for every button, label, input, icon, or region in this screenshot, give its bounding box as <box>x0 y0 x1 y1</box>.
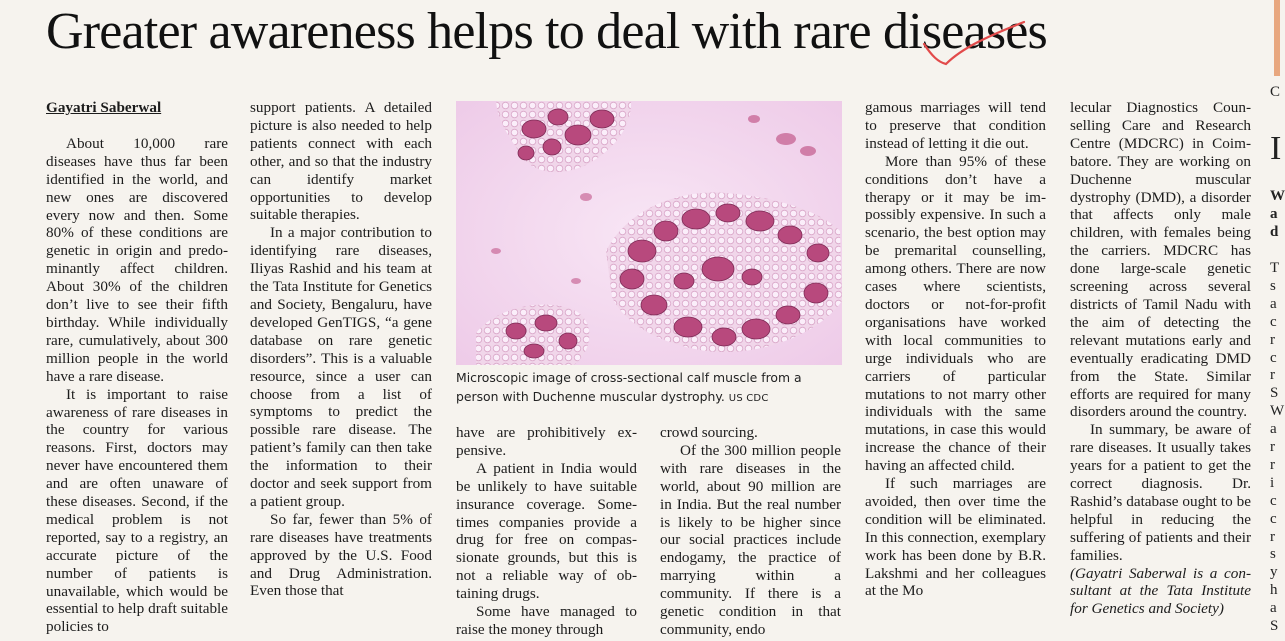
edge-letter: a <box>1270 206 1278 222</box>
article-column-5 <box>865 99 1046 600</box>
paragraph: crowd sourcing. <box>660 424 758 441</box>
edge-letter: r <box>1270 439 1275 455</box>
edge-letter: r <box>1270 528 1275 545</box>
edge-letter: s <box>1270 546 1276 563</box>
paragraph: More than 95% of these conditions don’t have a therapy or it may be impossibly expensive. In such a scenario, the best option may be premarital counselling, among others. There are now cases where scientists, doctors or not-for-profit organisations have worked with local communities to urge individuals who are carriers of particular mutations to not marry other individuals with the same mutations, in case this would increase the chance of their having an affected child. <box>865 152 1046 475</box>
paragraph: In a major contribution to identifying rare diseases, Iliyas Rashid and his team at the Tata Institute for Genetics and Society, Bengaluru, have developed GenTIGS, “a gene database on rare genetic disorders”. This is a valuable resource, since a user can choose from a list of symptoms to predict the possible rare disease. The patient’s family can then take the information to their doctor and seek support from a patient group. <box>250 224 432 510</box>
paragraph: About 10,000 rare diseases have thus far been identified in the world, and new ones are discovered every now and then. Some 80% of these conditions are genetic in origin and predominantly affect children. About 30% of the children don’t live to see their fifth birthday. While individually rare, cumulatively, about 300 million people in the world have a rare disease. <box>46 134 228 385</box>
paragraph: If such marriages are avoided, then over time the condition will be eliminated. In this connection, exemplary work has been done by B.R. Lakshmi and her colleagues at the Mo <box>865 475 1046 600</box>
adjacent-article-tab <box>1274 0 1280 76</box>
edge-letter: C <box>1270 84 1281 100</box>
photo-credit: US CDC <box>728 393 769 404</box>
byline: Gayatri Saberwal <box>46 99 162 116</box>
edge-letter: r <box>1270 367 1275 384</box>
edge-letter: c <box>1270 349 1277 366</box>
edge-letter: T <box>1270 260 1280 276</box>
edge-letter: W <box>1270 188 1285 204</box>
edge-letter: a <box>1270 295 1277 312</box>
paragraph: have are prohibitively expensive. <box>456 424 637 459</box>
edge-letter: r <box>1270 331 1275 348</box>
article-column-2 <box>250 99 432 600</box>
paragraph: lecular Diagnostics Counselling Care and Research Centre (MDCRC) in Coimbatore. They are working on Duchenne muscular dystrophy (DMD), a disorder that affects only male children, with females being the carriers. MDCRC has done large-scale genetic screening across several districts of Tamil Nadu with the aim of detecting the relevant mutations early and eventually eradicating DMD from the State. Similar efforts are required for many disorders around the country. <box>1070 99 1251 421</box>
edge-letter: y <box>1270 564 1278 581</box>
edge-letter: a <box>1270 421 1277 438</box>
muscle-tissue-photo <box>456 101 842 365</box>
paragraph: Of the 300 million people with rare diseases in the world, about 90 million are in India. But the real number is likely to be higher since our social practices include endogamy, the practice of marrying within a community. If there is a genetic condition in that community, endo <box>660 441 841 638</box>
edge-letter: h <box>1270 582 1278 599</box>
edge-letter: S <box>1270 618 1279 634</box>
paragraph: Some have managed to raise the money through <box>456 603 637 638</box>
edge-letter: c <box>1270 510 1277 527</box>
paragraph: In summary, be aware of rare diseases. It usually takes years for a patient to get the correct diagnosis. Dr. Rashid’s database ought to be helpful in reducing the suffering of patients and their families. <box>1070 421 1251 564</box>
edge-letter: s <box>1270 277 1276 294</box>
paragraph: support patients. A detailed picture is also needed to help patients connect with each other, and so that the industry can identify market opportunities to develop suitable therapies. <box>250 99 432 224</box>
paragraph: It is important to raise awareness of rare diseases in the country for various reasons. First, doctors may never have encountered them and are often unaware of these diseases. Second, if the medical problem is not reported, say to a registry, an accurate picture of the number of patients is unavailable, which would be essential to help draft suitable policies to <box>46 385 228 636</box>
edge-letter: i <box>1270 474 1275 491</box>
photo-caption <box>456 368 846 408</box>
edge-letter: d <box>1270 224 1279 240</box>
article-column-6 <box>1070 99 1251 618</box>
paragraph: gamous marriages will tend to preserve that condition instead of letting it die out. <box>865 99 1046 152</box>
paragraph: A patient in India would be unlikely to have suitable insurance coverage. Sometimes companies provide a drug for free on compassionate grounds, but this is not a reliable way of obtaining drugs. <box>456 459 637 603</box>
article-column-4 <box>660 424 841 639</box>
handwritten-check-mark <box>918 18 1038 68</box>
article-column-1 <box>46 99 228 636</box>
article-column-3 <box>456 424 637 639</box>
tissue-illustration <box>456 101 842 365</box>
edge-letter: I <box>1270 130 1282 167</box>
edge-letter: W <box>1270 403 1285 420</box>
headline: Greater awareness helps to deal with rare diseases <box>46 3 1047 60</box>
edge-letter: c <box>1270 313 1277 330</box>
paragraph: So far, fewer than 5% of rare diseases have treatments approved by the U.S. Food and Drug Administration. Even those that <box>250 510 432 600</box>
caption-text: Microscopic image of cross-sectional calf muscle from a person with Duchenne muscular dystrophy. <box>456 370 802 404</box>
edge-letter: a <box>1270 600 1277 617</box>
edge-letter: c <box>1270 492 1277 509</box>
edge-letter: r <box>1270 456 1275 473</box>
author-note: (Gayatri Saberwal is a consultant at the Tata Institute for Genetics and Society) <box>1070 564 1251 618</box>
edge-letter: S <box>1270 385 1279 402</box>
